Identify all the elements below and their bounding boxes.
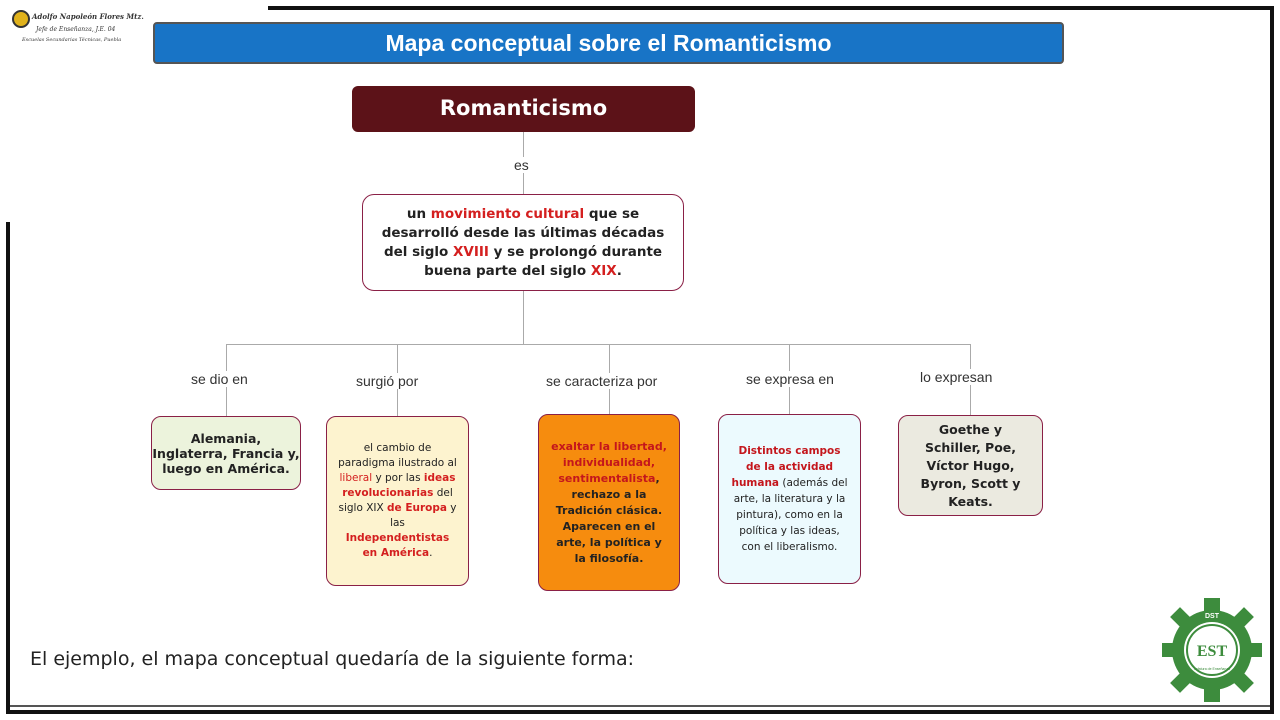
- link-label-surgio-por: surgió por: [356, 373, 419, 389]
- slide-title: Mapa conceptual sobre el Romanticismo: [153, 22, 1064, 64]
- highlight-xviii: XVIII: [453, 243, 489, 260]
- node-lo-expresan-text: Goethe y Schiller, Poe, Víctor Hugo, Byron, Scott y Keats.: [920, 421, 1021, 509]
- connector-horizontal: [226, 344, 971, 345]
- node-se-dio-en: [151, 416, 301, 490]
- node-se-caracteriza-por: [538, 414, 680, 591]
- frame-right-border: [1270, 6, 1274, 712]
- link-label-se-expresa-en: se expresa en: [746, 371, 834, 387]
- definition-text: un movimiento cultural que se desarrolló desde las últimas décadas del siglo XVIII y se prolongó durante buena parte del siglo XIX.: [381, 205, 665, 279]
- emblem-bottom-text: Jefatura de Enseñanza: [1194, 667, 1230, 671]
- logo-line-3: Escuelas Secundarias Técnicas, Puebla: [22, 37, 122, 43]
- logo-circle-icon: [12, 10, 30, 28]
- node-surgio-por: [326, 416, 469, 586]
- node-se-expresa-en: [718, 414, 861, 584]
- dst-gear-emblem-icon: [1160, 596, 1264, 704]
- node-surgio-por-text: el cambio de paradigma ilustrado al liberal y por las ideas revolucionarias del siglo XIX de Europa y las Independentistas en América.: [338, 442, 457, 559]
- link-label-se-dio-en: se dio en: [191, 371, 248, 387]
- emblem-top-text: DST: [1205, 613, 1219, 620]
- emblem-mid-text: EST: [1196, 643, 1228, 660]
- frame-left-border: [6, 222, 10, 714]
- link-label-es: es: [514, 157, 529, 173]
- frame-inner-line: [10, 705, 1270, 707]
- link-label-se-caracteriza-por: se caracteriza por: [546, 373, 658, 389]
- footer-caption: El ejemplo, el mapa conceptual quedaría de la siguiente forma:: [30, 648, 635, 670]
- highlight-movimiento-cultural: movimiento cultural: [430, 205, 585, 222]
- connector-def-to-branch: [523, 291, 524, 345]
- highlight-xix: XIX: [590, 262, 617, 279]
- node-lo-expresan: [898, 415, 1043, 516]
- root-concept: Romanticismo: [352, 86, 695, 132]
- logo-line-2: Jefe de Enseñanza, J.E. 04: [36, 26, 116, 33]
- logo-line-1: Adolfo Napoleón Flores Mtz.: [32, 12, 144, 21]
- author-logo: [12, 10, 144, 46]
- link-label-lo-expresan: lo expresan: [920, 369, 993, 385]
- node-se-dio-en-text: Alemania, Inglaterra, Francia y, luego en América.: [152, 430, 300, 476]
- node-se-expresa-en-text: Distintos campos de la actividad humana (además del arte, la literatura y la pintura), como en la política y las ideas, con el liberalismo.: [731, 445, 848, 553]
- node-se-caracteriza-por-text: exaltar la libertad, individualidad, sentimentalista, rechazo a la Tradición clásica. Aparecen en el arte, la política y la filosofía.: [551, 439, 667, 565]
- definition-box: [362, 194, 684, 291]
- frame-bottom-border: [6, 710, 1274, 714]
- frame-top-border: [268, 6, 1272, 10]
